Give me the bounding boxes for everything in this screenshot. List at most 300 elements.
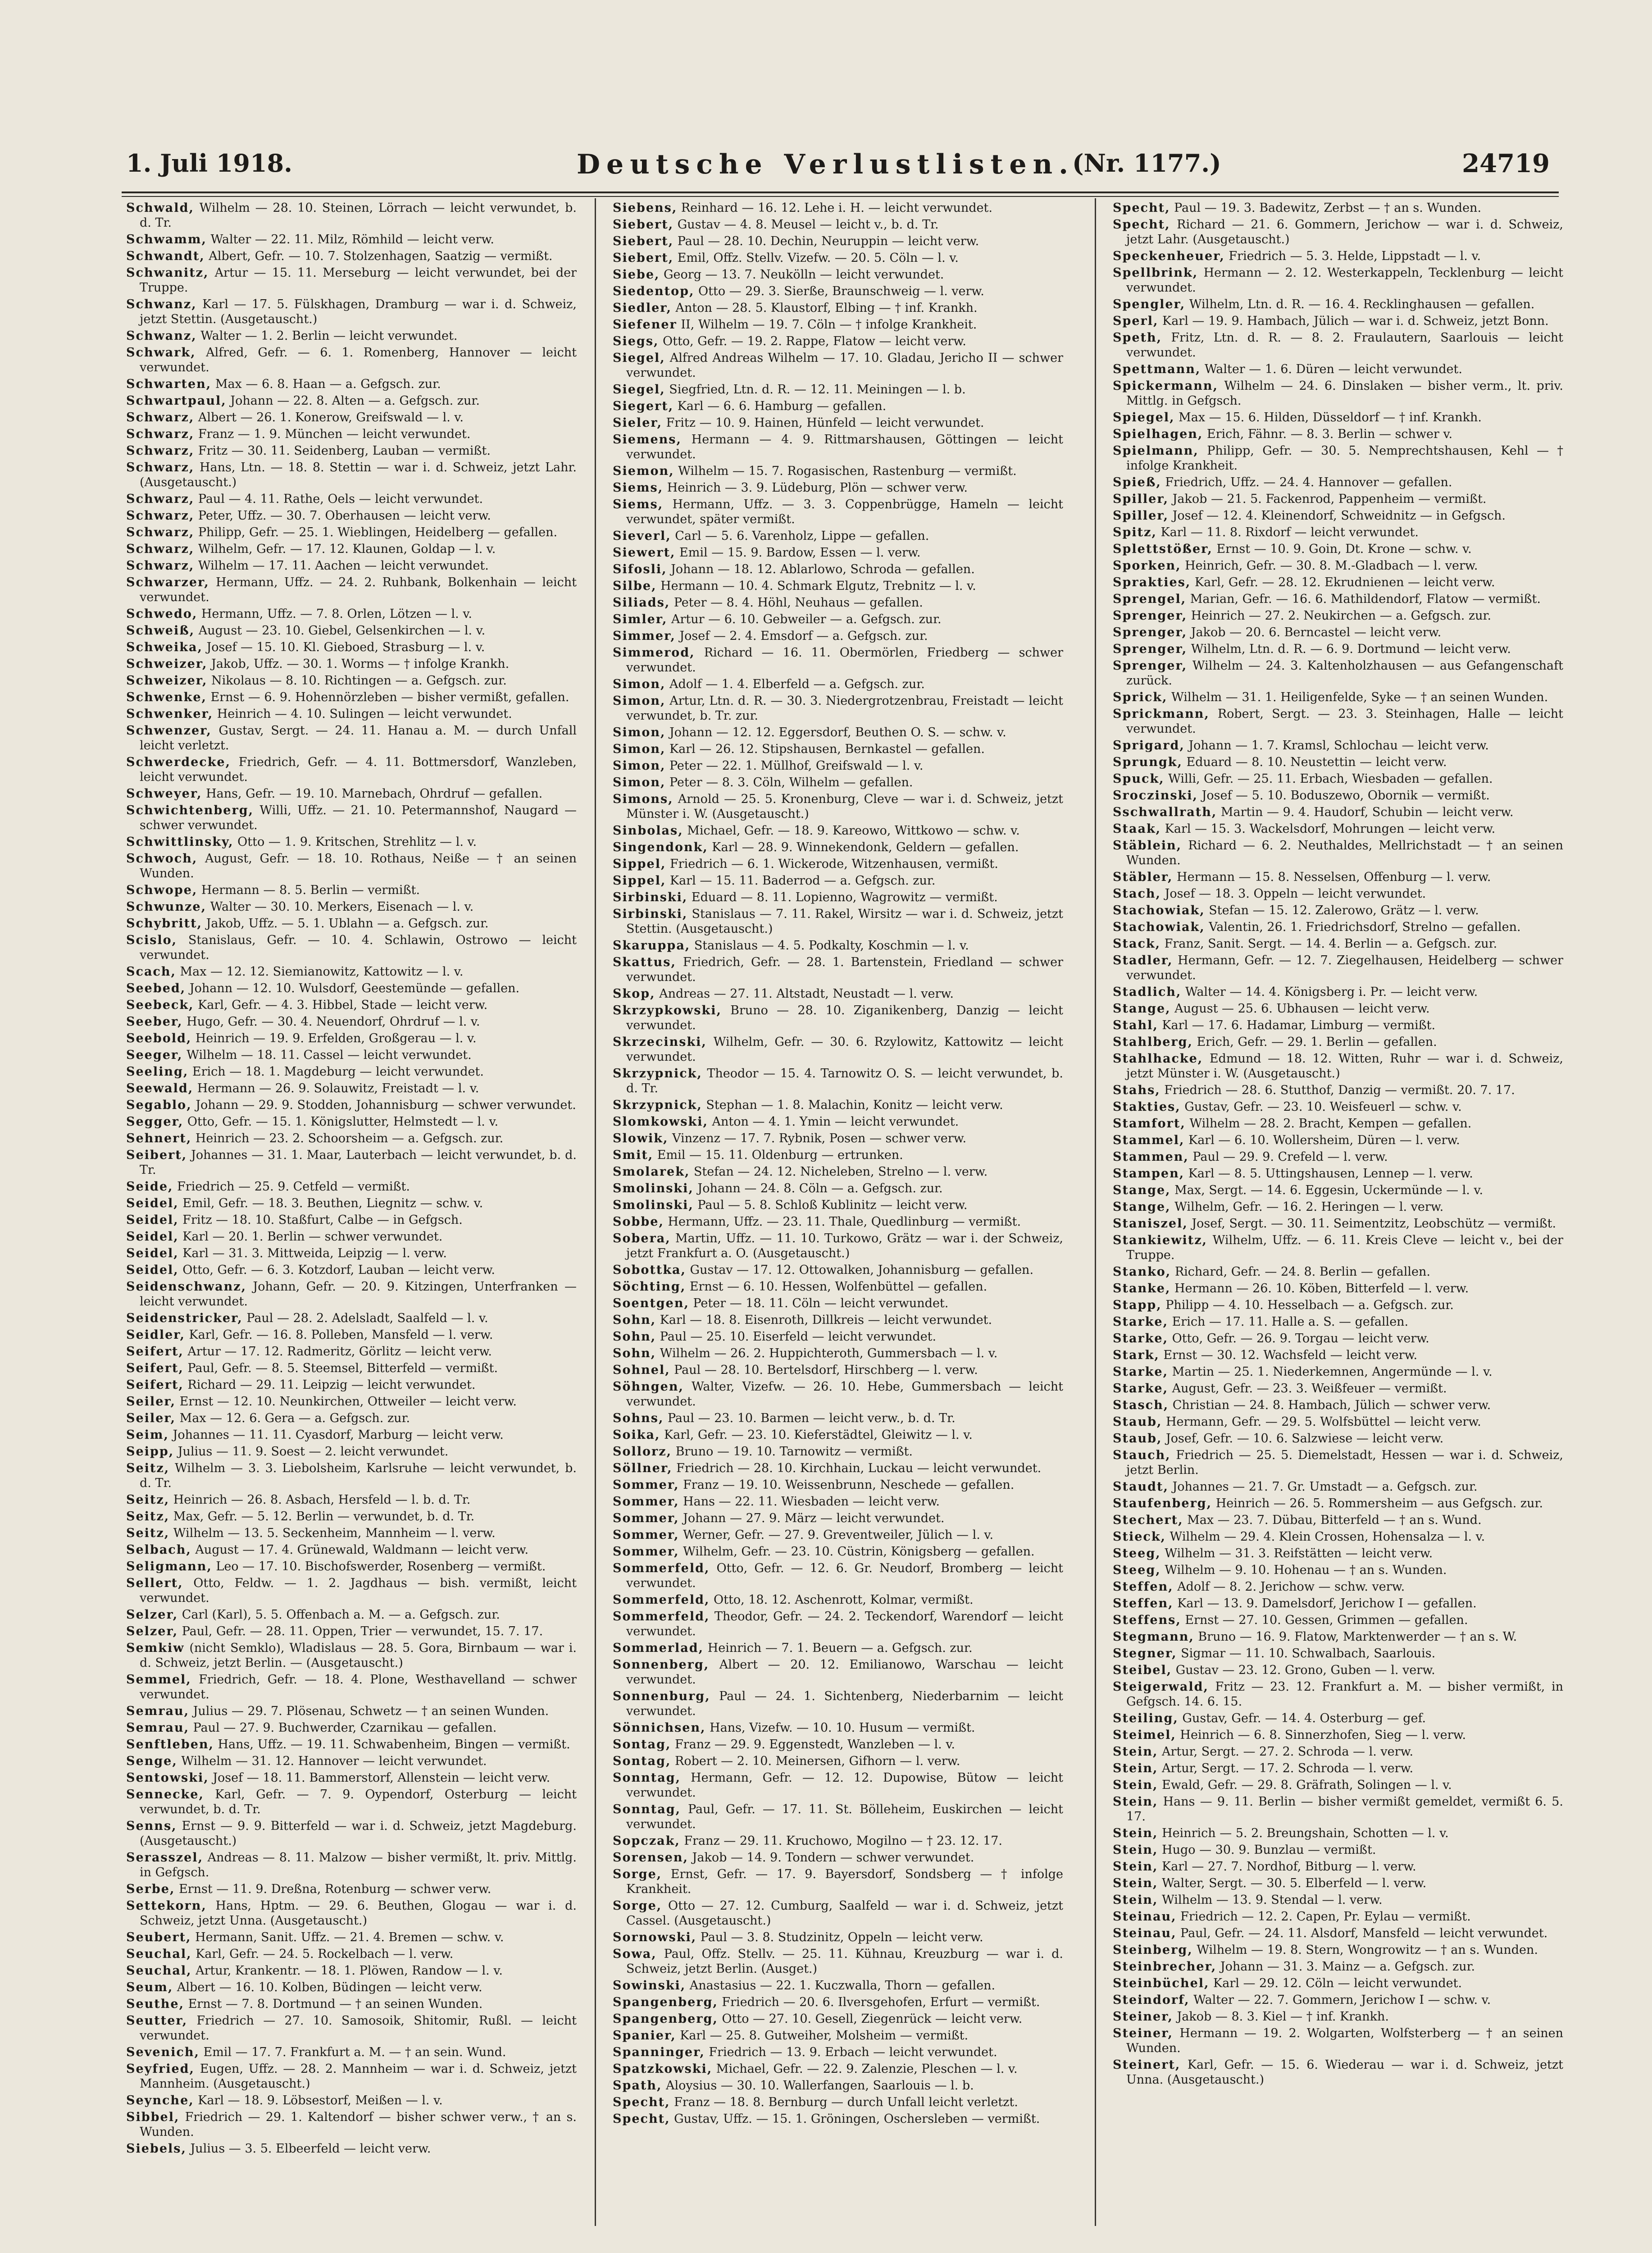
casualty-entry: [1113, 1183, 1563, 1198]
entry-surname: Sonntag,: [613, 1771, 681, 1785]
casualty-entry: [1113, 1728, 1563, 1742]
casualty-entry: [126, 1031, 577, 1046]
casualty-entry: [126, 1980, 577, 1995]
entry-surname: Sohn,: [613, 1330, 656, 1344]
entry-details: Hans, Uffz. — 19. 11. Schwabenheim, Bingen — vermißt.: [218, 1738, 570, 1751]
casualty-entry: [613, 1411, 1063, 1426]
entry-details: Hermann, Uffz. — 24. 2. Ruhbank, Bolkenhain — leicht verwundet.: [140, 575, 577, 604]
casualty-entry: [126, 1672, 577, 1702]
casualty-entry: [126, 508, 577, 523]
casualty-entry: [613, 1850, 1063, 1865]
casualty-entry: [613, 840, 1063, 855]
entry-details: Karl — 18. 8. Eisenroth, Dillkreis — leicht verwundet.: [660, 1313, 992, 1327]
casualty-entry: [613, 251, 1063, 265]
entry-surname: Silbe,: [613, 579, 657, 593]
entry-details: Johann — 1. 7. Kramsl, Schlochau — leicht verw.: [1188, 739, 1489, 753]
entry-surname: Seebed,: [126, 981, 186, 995]
entry-details: Max — 12. 12. Siemianowitz, Kattowitz — l. v.: [180, 965, 464, 979]
entry-details: Johannes — 11. 11. Cyasdorf, Marburg — leicht verw.: [173, 1428, 504, 1442]
casualty-entry: [613, 1003, 1063, 1033]
entry-details: Wilhelm — 31. 12. Hannover — leicht verwundet.: [181, 1754, 487, 1768]
entry-surname: Sohns,: [613, 1411, 664, 1425]
entry-details: Walter, Sergt. — 30. 5. Elberfeld — l. verw.: [1162, 1876, 1427, 1890]
casualty-entry: [613, 497, 1063, 527]
entry-details: Walter, Vizefw. — 26. 10. Hebe, Gummersbach — leicht verwundet.: [626, 1380, 1063, 1409]
casualty-entry: [1113, 1546, 1563, 1561]
entry-details: Wilhelm — 19. 8. Stern, Wongrowitz — † an s. Wunden.: [1197, 1943, 1538, 1957]
casualty-entry: [1113, 642, 1563, 657]
entry-surname: Staub,: [1113, 1432, 1162, 1446]
entry-surname: Selzer,: [126, 1624, 178, 1638]
entry-surname: Schwandt,: [126, 249, 205, 263]
casualty-entry: [613, 595, 1063, 610]
entry-details: Hermann, Uffz. — 3. 3. Coppenbrügge, Hameln — leicht verwundet, später vermißt.: [626, 497, 1063, 526]
casualty-entry: [126, 1131, 577, 1146]
casualty-entry: [1113, 314, 1563, 328]
entry-details: Martin, Uffz. — 11. 10. Turkowo, Grätz — war i. der Schweiz, jetzt Frankfurt a. O. (Ausgetauscht.): [626, 1231, 1063, 1260]
casualty-entry: [1113, 658, 1563, 688]
entry-details: Karl, Gefr. — 4. 3. Hibbel, Stade — leicht verw.: [198, 998, 488, 1012]
entry-surname: Steimel,: [1113, 1728, 1176, 1742]
entry-details: Ernst — 27. 10. Gessen, Grimmen — gefallen.: [1185, 1613, 1468, 1627]
casualty-entry: [613, 1164, 1063, 1179]
casualty-entry: [126, 623, 577, 638]
entry-surname: Schweizer,: [126, 674, 208, 688]
entry-surname: Schwarz,: [126, 542, 195, 556]
entry-details: Hermann, Gefr. — 12. 7. Ziegelhausen, Heidelberg — schwer verwundet.: [1126, 953, 1563, 982]
entry-details: Friedrich — 25. 9. Cetfeld — vermißt.: [177, 1180, 410, 1194]
entry-surname: Steinbrecher,: [1113, 1960, 1217, 1974]
entry-details: Erich — 18. 1. Magdeburg — leicht verwundet.: [192, 1065, 484, 1079]
entry-surname: Soentgen,: [613, 1296, 689, 1310]
entry-surname: Spettmann,: [1113, 362, 1201, 376]
entry-details: Fritz — 30. 11. Seidenberg, Lauban — vermißt.: [198, 444, 491, 458]
entry-surname: Schwarz,: [126, 525, 195, 539]
casualty-entry: [613, 907, 1063, 936]
casualty-entry: [1113, 1298, 1563, 1313]
entry-surname: Semmel,: [126, 1673, 191, 1687]
entry-details: Johannes — 21. 7. Gr. Umstadt — a. Gefgsch. zur.: [1172, 1480, 1478, 1494]
entry-surname: Stieck,: [1113, 1530, 1166, 1544]
entry-details: Willi, Uffz. — 21. 10. Petermannshof, Naugard — schwer verwundet.: [140, 803, 577, 832]
casualty-entry: [1113, 575, 1563, 590]
entry-details: Martin — 25. 1. Niederkemnen, Angermünde — l. v.: [1172, 1365, 1493, 1379]
entry-surname: Schwarzer,: [126, 575, 209, 589]
entry-details: Karl — 15. 3. Wackelsdorf, Mohrungen — leicht verw.: [1165, 822, 1496, 836]
entry-details: Paul — 28. 10. Bertelsdorf, Hirschberg — l. verw.: [674, 1363, 978, 1377]
entry-details: Hermann — 15. 8. Nesselsen, Offenburg — l. verw.: [1177, 870, 1491, 884]
entry-surname: Schwartpaul,: [126, 394, 227, 408]
entry-surname: Seitz,: [126, 1526, 170, 1540]
entry-details: Otto, Gefr. — 19. 2. Rappe, Flatow — leicht verw.: [663, 334, 966, 348]
entry-details: Gustav, Uffz. — 15. 1. Gröningen, Oschersleben — vermißt.: [674, 2112, 1040, 2126]
casualty-entry: [613, 1609, 1063, 1639]
entry-details: II, Wilhelm — 19. 7. Cöln — † infolge Krankheit.: [681, 318, 977, 332]
casualty-entry: [1113, 1876, 1563, 1891]
casualty-entry: [126, 1444, 577, 1459]
casualty-entry: [126, 835, 577, 849]
entry-details: Johann — 18. 12. Ablarlowo, Schroda — gefallen.: [671, 562, 975, 576]
entry-details: Otto — 27. 10. Gesell, Ziegenrück — leicht verw.: [722, 2012, 1023, 2026]
entry-details: Franz — 29. 9. Eggenstedt, Wanzleben — l. v.: [674, 1738, 955, 1751]
entry-details: Hermann — 26. 10. Köben, Bitterfeld — l. verw.: [1174, 1282, 1469, 1295]
casualty-entry: [126, 998, 577, 1012]
casualty-entry: [1113, 1613, 1563, 1628]
entry-details: Hans — 9. 11. Berlin — bisher vermißt gemeldet, vermißt 6. 5. 17.: [1126, 1795, 1563, 1824]
entry-details: Friedrich — 12. 2. Capen, Pr. Eylau — vermißt.: [1180, 1910, 1471, 1924]
casualty-entry: [613, 1329, 1063, 1344]
entry-details: Walter — 22. 7. Gommern, Jerichow I — schw. v.: [1193, 1993, 1491, 2007]
entry-details: Max, Gefr. — 5. 12. Berlin — verwundet, b. d. Tr.: [173, 1510, 475, 1523]
entry-surname: Stanko,: [1113, 1265, 1171, 1279]
casualty-entry: [613, 267, 1063, 282]
entry-details: Wilhelm, Gefr. — 17. 12. Klaunen, Goldap — l. v.: [198, 542, 496, 556]
casualty-entry: [1113, 1414, 1563, 1429]
entry-details: Robert, Sergt. — 23. 3. Steinhagen, Halle — leicht verwundet.: [1126, 707, 1563, 736]
casualty-entry: [613, 1114, 1063, 1129]
entry-surname: Schwittlinsky,: [126, 835, 234, 849]
casualty-entry: [613, 1279, 1063, 1294]
entry-details: Karl, Gefr. — 24. 5. Rockelbach — l. verw.: [196, 1947, 454, 1961]
entry-surname: Spiller,: [1113, 492, 1169, 506]
casualty-entry: [1113, 1744, 1563, 1759]
entry-details: Friedrich — 13. 9. Erbach — leicht verwundet.: [709, 2045, 997, 2059]
entry-details: Franz, Sanit. Sergt. — 14. 4. Berlin — a. Gefgsch. zur.: [1164, 937, 1497, 951]
entry-details: Otto, Gefr. — 12. 6. Gr. Neudorf, Bromberg — leicht verwundet.: [626, 1561, 1063, 1590]
entry-surname: Skrzypnick,: [613, 1067, 702, 1081]
entry-surname: Siems,: [613, 481, 664, 495]
casualty-entry: [613, 562, 1063, 577]
entry-details: Nikolaus — 8. 10. Richtingen — a. Gefgsch. zur.: [211, 674, 507, 688]
casualty-entry: [1113, 953, 1563, 983]
entry-surname: Stäbler,: [1113, 870, 1173, 884]
entry-surname: Seidel,: [126, 1263, 179, 1277]
casualty-entry: [126, 1064, 577, 1079]
entry-surname: Schwenzer,: [126, 724, 212, 738]
entry-surname: Smolarek,: [613, 1165, 690, 1179]
casualty-entry: [613, 1689, 1063, 1719]
page-number: 24719: [1462, 149, 1550, 178]
casualty-entry: [613, 629, 1063, 643]
entry-details: Johann — 31. 3. Mainz — a. Gefgsch. zur.: [1220, 1960, 1475, 1974]
casualty-entry: [1113, 1479, 1563, 1494]
entry-surname: Simon,: [613, 759, 666, 773]
entry-surname: Seynche,: [126, 2093, 194, 2107]
casualty-entry: [613, 432, 1063, 462]
casualty-entry: [126, 1526, 577, 1541]
entry-surname: Semkiw: [126, 1641, 185, 1655]
entry-details: Jakob — 8. 3. Kiel — † inf. Krankh.: [1177, 2010, 1389, 2024]
casualty-entry: [1113, 1596, 1563, 1611]
entry-surname: Sellert,: [126, 1576, 183, 1590]
casualty-entry: [1113, 1001, 1563, 1016]
entry-surname: Seidel,: [126, 1230, 179, 1244]
casualty-entry: [126, 2013, 577, 2043]
entry-surname: Steiling,: [1113, 1711, 1179, 1725]
casualty-entry: [613, 1296, 1063, 1311]
entry-surname: Stanke,: [1113, 1282, 1171, 1295]
entry-surname: Schwedo,: [126, 607, 198, 621]
entry-surname: Schweika,: [126, 640, 203, 654]
entry-surname: Staufenberg,: [1113, 1496, 1212, 1510]
entry-surname: Sorge,: [613, 1867, 662, 1881]
casualty-entry: [1113, 1959, 1563, 1974]
casualty-entry: [1113, 379, 1563, 408]
entry-details: Hermann, Sanit. Uffz. — 21. 4. Bremen — schw. v.: [195, 1930, 504, 1944]
entry-details: Heinrich — 7. 1. Beuern — a. Gefgsch. zur.: [707, 1641, 973, 1655]
entry-surname: Spanninger,: [613, 2045, 705, 2059]
entry-surname: Spitz,: [1113, 525, 1157, 539]
casualty-entry: [613, 645, 1063, 675]
entry-surname: Siegert,: [613, 399, 674, 413]
casualty-entry: [613, 1494, 1063, 1509]
entry-surname: Sowa,: [613, 1947, 657, 1961]
entry-details: Johann — 12. 10. Wulsdorf, Geestemünde — gefallen.: [189, 981, 520, 995]
casualty-entry: [1113, 525, 1563, 540]
entry-surname: Specht,: [1113, 218, 1170, 232]
entry-details: Wilhelm — 3. 3. Liebolsheim, Karlsruhe — leicht verwundet, b. d. Tr.: [140, 1461, 577, 1490]
entry-details: Karl — 20. 1. Berlin — schwer verwundet.: [182, 1230, 443, 1244]
casualty-entry: [1113, 1513, 1563, 1528]
casualty-entry: [613, 415, 1063, 430]
entry-details: Karl — 13. 9. Damelsdorf, Jerichow I — gefallen.: [1177, 1596, 1477, 1610]
entry-details: August — 23. 10. Giebel, Gelsenkirchen — l. v.: [198, 624, 486, 638]
casualty-entry: [1113, 443, 1563, 473]
casualty-entry: [126, 1098, 577, 1113]
casualty-entry: [126, 427, 577, 442]
column-divider-1: [595, 198, 596, 2226]
casualty-entry: [1113, 1199, 1563, 1214]
entry-surname: Slomkowski,: [613, 1115, 708, 1129]
casualty-entry: [1113, 1314, 1563, 1329]
entry-details: Franz — 29. 11. Kruchowo, Mogilno — † 23. 12. 17.: [684, 1834, 1003, 1848]
entry-surname: Starke,: [1113, 1382, 1168, 1396]
entry-details: Paul, Gefr. — 17. 11. St. Bölleheim, Euskirchen — leicht verwundet.: [626, 1802, 1063, 1831]
entry-surname: Seyfried,: [126, 2062, 195, 2076]
entry-surname: Stein,: [1113, 1860, 1158, 1874]
entry-details: Paul, Gefr. — 28. 11. Oppen, Trier — verwundet, 15. 7. 17.: [182, 1624, 543, 1638]
entry-surname: Sönnichsen,: [613, 1721, 706, 1735]
entry-surname: Sippel,: [613, 874, 666, 888]
entry-surname: Stasch,: [1113, 1398, 1169, 1412]
entry-surname: Stein,: [1113, 1778, 1158, 1792]
casualty-entry: [126, 803, 577, 833]
entry-details: Heinrich, Gefr. — 30. 8. M.-Gladbach — l. verw.: [1185, 559, 1478, 573]
entry-details: Alfred, Gefr. — 6. 1. Romenberg, Hannover — leicht verwundet.: [140, 346, 577, 374]
entry-details: Paul — 24. 1. Sichtenberg, Niederbarnim — leicht verwundet.: [626, 1689, 1063, 1718]
entry-details: Marian, Gefr. — 16. 6. Mathildendorf, Flatow — vermißt.: [1190, 592, 1541, 606]
casualty-entry: [613, 1098, 1063, 1113]
entry-details: Reinhard — 16. 12. Lehe i. H. — leicht verwundet.: [681, 201, 992, 215]
casualty-entry: [613, 823, 1063, 838]
entry-surname: Seuthe,: [126, 1997, 184, 2011]
entry-surname: Spangenberg,: [613, 1995, 718, 2009]
entry-details: Gustav — 23. 12. Grono, Guben — l. verw.: [1175, 1663, 1435, 1677]
entry-details: Max, Sergt. — 14. 6. Eggesin, Uckermünde — l. v.: [1174, 1183, 1484, 1197]
casualty-entry: [1113, 1943, 1563, 1957]
casualty-entry: [613, 725, 1063, 740]
entry-surname: Seipp,: [126, 1445, 174, 1459]
casualty-entry: [1113, 558, 1563, 573]
entry-surname: Senns,: [126, 1819, 177, 1833]
entry-details: Willi, Gefr. — 25. 11. Erbach, Wiesbaden — gefallen.: [1168, 772, 1493, 786]
entry-surname: Stark,: [1113, 1348, 1160, 1362]
entry-details: Carl — 5. 6. Varenholz, Lippe — gefallen.: [675, 529, 929, 543]
casualty-entry: [126, 657, 577, 671]
entry-details: Hugo, Gefr. — 30. 4. Neuendorf, Ohrdruf — l. v.: [187, 1015, 480, 1029]
entry-surname: Siedler,: [613, 301, 672, 315]
entry-details: Edmund — 18. 12. Witten, Ruhr — war i. d. Schweiz, jetzt Münster i. W. (Ausgetauscht.): [1126, 1052, 1563, 1081]
casualty-entry: [1113, 1993, 1563, 2007]
casualty-entry: [1113, 1166, 1563, 1181]
entry-details: Ernst — 9. 9. Bitterfeld — war i. d. Schweiz, jetzt Magdeburg. (Ausgetauscht.): [140, 1819, 577, 1848]
entry-details: Ernst — 6. 9. Hohennörzleben — bisher vermißt, gefallen.: [210, 690, 569, 704]
entry-details: Eduard — 8. 11. Lopienno, Wagrowitz — vermißt.: [691, 890, 998, 904]
casualty-entry: [126, 1737, 577, 1752]
entry-surname: Spellbrink,: [1113, 266, 1198, 280]
entry-details: Paul — 23. 10. Barmen — leicht verw., b. d. Tr.: [667, 1411, 956, 1425]
casualty-entry: [1113, 1496, 1563, 1511]
entry-surname: Schwarz,: [126, 559, 195, 573]
entry-surname: Steinau,: [1113, 1910, 1177, 1924]
entry-details: Albert — 16. 10. Kolben, Büdingen — leicht verw.: [177, 1980, 482, 1994]
entry-surname: Seifert,: [126, 1378, 184, 1392]
casualty-entry: [126, 2141, 577, 2156]
casualty-entry: [1113, 1398, 1563, 1413]
casualty-entry: [613, 758, 1063, 773]
entry-details: Erich — 17. 11. Halle a. S. — gefallen.: [1172, 1315, 1409, 1329]
entry-surname: Siebert,: [613, 218, 674, 232]
casualty-entry: [613, 351, 1063, 380]
casualty-entry: [126, 410, 577, 425]
entry-details: Wilhelm — 24. 6. Dinslaken — bisher verm., lt. priv. Mittlg. in Gefgsch.: [1126, 379, 1563, 408]
entry-surname: Sommer,: [613, 1528, 679, 1542]
entry-surname: Seidel,: [126, 1246, 179, 1260]
entry-details: Ernst — 7. 8. Dortmund — † an seinen Wunden.: [188, 1997, 483, 2011]
entry-details: Walter — 1. 6. Düren — leicht verwundet.: [1204, 362, 1462, 376]
casualty-entry: [1113, 1331, 1563, 1346]
entry-details: Wilhelm — 28. 2. Bracht, Kempen — gefallen.: [1189, 1117, 1472, 1131]
casualty-entry: [126, 607, 577, 621]
entry-surname: Schwarz,: [126, 427, 195, 441]
entry-details: Gustav, Gefr. — 14. 4. Osterburg — gef.: [1182, 1711, 1426, 1725]
casualty-entry: [126, 755, 577, 784]
entry-surname: Seifert,: [126, 1345, 184, 1359]
casualty-entry: [613, 1770, 1063, 1800]
entry-surname: Stange,: [1113, 1183, 1171, 1197]
entry-surname: Seuchal,: [126, 1947, 192, 1961]
entry-surname: Serbe,: [126, 1882, 175, 1896]
casualty-entry: [126, 1196, 577, 1211]
casualty-entry: [613, 1995, 1063, 2010]
entry-details: Fritz — 23. 12. Frankfurt a. M. — bisher vermißt, in Gefgsch. 14. 6. 15.: [1126, 1680, 1563, 1709]
entry-details: Paul — 29. 9. Crefeld — l. verw.: [1192, 1150, 1388, 1164]
entry-surname: Siebe,: [613, 268, 660, 282]
entry-details: Philipp, Gefr. — 25. 1. Wieblingen, Heidelberg — gefallen.: [198, 525, 558, 539]
entry-details: Josef, Gefr. — 10. 6. Salzwiese — leicht verw.: [1165, 1432, 1444, 1446]
entry-details: Erich, Gefr. — 29. 1. Berlin — gefallen.: [1197, 1035, 1437, 1049]
entry-surname: Seeger,: [126, 1048, 183, 1062]
entry-details: Hermann — 8. 5. Berlin — vermißt.: [201, 883, 420, 897]
entry-details: Max — 23. 7. Dübau, Bitterfeld — † an s. Wund.: [1187, 1513, 1482, 1527]
entry-details: Karl — 17. 6. Hadamar, Limburg — vermißt.: [1162, 1018, 1436, 1032]
entry-surname: Skrzecinski,: [613, 1035, 707, 1049]
entry-details: Walter — 14. 4. Königsberg i. Pr. — leicht verw.: [1185, 985, 1478, 999]
casualty-entry: [1113, 625, 1563, 640]
entry-details: Wilhelm — 13. 5. Seckenheim, Mannheim — l. verw.: [173, 1526, 496, 1540]
entry-surname: Skattus,: [613, 955, 676, 969]
entry-details: Artur — 17. 12. Radmeritz, Görlitz — leicht verw.: [187, 1345, 492, 1359]
entry-details: Karl — 6. 10. Wollersheim, Düren — l. verw.: [1188, 1133, 1460, 1147]
entry-details: Siegfried, Ltn. d. R. — 12. 11. Meiningen — l. b.: [669, 383, 966, 397]
entry-surname: Seidler,: [126, 1328, 185, 1342]
casualty-entry: [1113, 1778, 1563, 1792]
entry-surname: Steffens,: [1113, 1613, 1181, 1627]
entry-details: Paul — 25. 10. Eiserfeld — leicht verwundet.: [660, 1330, 937, 1344]
entry-surname: Steeg,: [1113, 1546, 1161, 1560]
casualty-entry: [1113, 475, 1563, 490]
entry-surname: Skrzypnick,: [613, 1098, 702, 1112]
casualty-entry: [613, 545, 1063, 560]
entry-surname: Skaruppa,: [613, 939, 691, 953]
casualty-entry: [1113, 1381, 1563, 1396]
entry-details: Richard — 16. 11. Obermörlen, Friedberg — schwer verwundet.: [626, 646, 1063, 675]
casualty-entry: [613, 1528, 1063, 1542]
entry-details: Albert, Gefr. — 10. 7. Stolzenhagen, Saatzig — vermißt.: [209, 249, 553, 263]
casualty-entry: [613, 1833, 1063, 1848]
entry-surname: Seitz,: [126, 1493, 170, 1507]
entry-details: August, Gefr. — 23. 3. Weißfeuer — vermißt.: [1172, 1382, 1447, 1396]
casualty-entry: [1113, 936, 1563, 951]
entry-surname: Schweizer,: [126, 657, 208, 671]
publication-title: Deutsche Verlustlisten.: [577, 149, 1075, 180]
casualty-entry: [613, 1754, 1063, 1769]
casualty-entry: [1113, 1116, 1563, 1131]
entry-surname: Stein,: [1113, 1893, 1158, 1907]
entry-surname: Stadlich,: [1113, 985, 1182, 999]
entry-surname: Sprenger,: [1113, 659, 1188, 673]
entry-details: Friedrich — 20. 6. Ilversgehofen, Erfurt — vermißt.: [722, 1995, 1040, 2009]
entry-details: Artur — 15. 11. Merseburg — leicht verwundet, bei der Truppe.: [140, 266, 577, 295]
entry-surname: Smolinski,: [613, 1198, 694, 1212]
casualty-entry: [126, 981, 577, 996]
entry-details: Julius — 3. 5. Elbeerfeld — leicht verw.: [190, 2142, 431, 2156]
casualty-entry: [613, 480, 1063, 495]
entry-surname: Seubert,: [126, 1930, 191, 1944]
entry-details: Otto, Feldw. — 1. 2. Jagdhaus — bish. vermißt, leicht verwundet.: [140, 1576, 577, 1605]
entry-details: Christian — 24. 8. Hambach, Jülich — schwer verw.: [1172, 1398, 1491, 1412]
entry-surname: Splettstößer,: [1113, 542, 1213, 556]
entry-surname: Singendonk,: [613, 840, 708, 854]
column-divider-2: [1095, 198, 1096, 2226]
entry-surname: Stachowiak,: [1113, 920, 1205, 934]
casualty-entry: [126, 443, 577, 458]
entry-details: Jakob, Uffz. — 30. 1. Worms — † infolge Krankh.: [211, 657, 510, 671]
entry-details: Emil — 17. 7. Frankfurt a. M. — † an sein. Wund.: [203, 2045, 506, 2059]
casualty-entry: [1113, 1133, 1563, 1148]
entry-surname: Specht,: [1113, 201, 1170, 215]
entry-details: Karl — 31. 3. Mittweida, Leipzig — l. verw.: [182, 1246, 447, 1260]
entry-details: Friedrich, Gefr. — 28. 1. Bartenstein, Friedland — schwer verwundet.: [626, 955, 1063, 984]
entry-surname: Siegel,: [613, 351, 665, 365]
entry-surname: Serasszel,: [126, 1851, 203, 1865]
entry-details: Johann — 29. 9. Stodden, Johannisburg — schwer verwundet.: [196, 1098, 576, 1112]
entry-surname: Seidenstricker,: [126, 1311, 243, 1325]
casualty-entry: [126, 1963, 577, 1978]
casualty-entry: [613, 464, 1063, 479]
entry-details: Johann — 27. 9. März — leicht verwundet.: [683, 1511, 945, 1525]
casualty-entry: [1113, 297, 1563, 312]
